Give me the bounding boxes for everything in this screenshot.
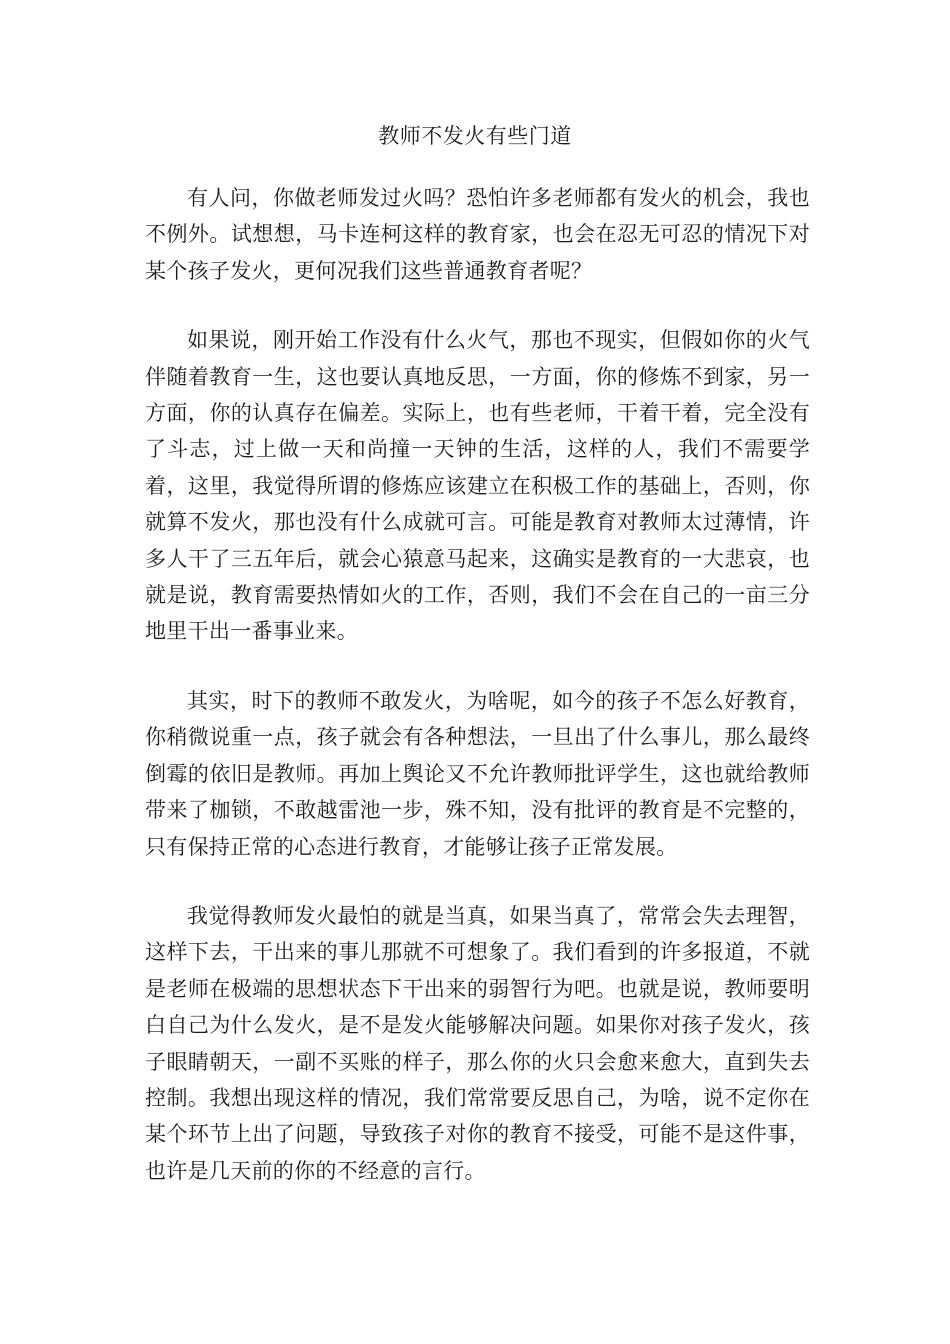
paragraph-3: 其实，时下的教师不敢发火，为啥呢，如今的孩子不怎么好教育，你稍微说重一点，孩子就会有各种想法，一旦出了什么事儿，那么最终倒霉的依旧是教师。再加上舆论又不允许教师批评学生，这也就给教师带来了枷锁，不敢越雷池一步，殊不知，没有批评的教育是不完整的，只有保持正常的心态进行教育，才能够让孩子正常发展。 bbox=[145, 688, 810, 859]
document-title: 教师不发火有些门道 bbox=[378, 124, 572, 148]
paragraph-1: 有人问，你做老师发过火吗？恐怕许多老师都有发火的机会，我也不例外。试想想，马卡连柯这样的教育家，也会在忍无可忍的情况下对某个孩子发火，更何况我们这些普通教育者呢？ bbox=[145, 186, 810, 283]
paragraph-4: 我觉得教师发火最怕的就是当真，如果当真了，常常会失去理智，这样下去，干出来的事儿那就不可想象了。我们看到的许多报道，不就是老师在极端的思想状态下干出来的弱智行为吧。也就是说，教师要明白自己为什么发火，是不是发火能够解决问题。如果你对孩子发火，孩子眼睛朝天，一副不买账的样子，那么你的火只会愈来愈大，直到失去控制。我想出现这样的情况，我们常常要反思自己，为啥，说不定你在某个环节上出了问题，导致孩子对你的教育不接受，可能不是这件事，也许是几天前的你的不经意的言行。 bbox=[145, 903, 810, 1183]
document-body bbox=[145, 180, 810, 1222]
paragraph-2: 如果说，刚开始工作没有什么火气，那也不现实，但假如你的火气伴随着教育一生，这也要认真地反思，一方面，你的修炼不到家，另一方面，你的认真存在偏差。实际上，也有些老师，干着干着，完全没有了斗志，过上做一天和尚撞一天钟的生活，这样的人，我们不需要学着，这里，我觉得所谓的修炼应该建立在积极工作的基础上，否则，你就算不发火，那也没有什么成就可言。可能是教育对教师太过薄情，许多人干了三五年后，就会心猿意马起来，这确实是教育的一大悲哀，也就是说，教育需要热情如火的工作，否则，我们不会在自己的一亩三分地里干出一番事业来。 bbox=[145, 328, 810, 644]
